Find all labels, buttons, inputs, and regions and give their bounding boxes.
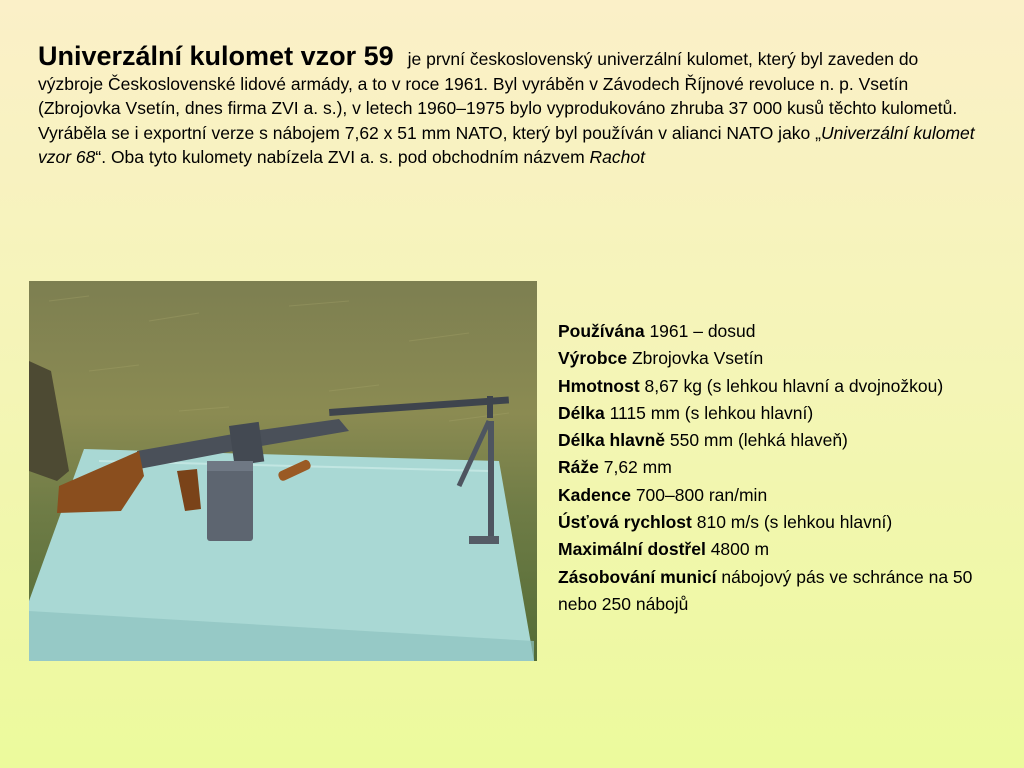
- intro-paragraph: [38, 41, 988, 170]
- spec-row: [558, 345, 1008, 372]
- spec-value: 810 m/s (s lehkou hlavní): [696, 512, 893, 533]
- spec-row: [558, 536, 1008, 563]
- spec-value: 1961 – dosud: [649, 321, 756, 341]
- spec-value: 1115 mm (s lehkou hlavní): [609, 402, 814, 423]
- spec-label: Délka: [558, 402, 605, 423]
- spec-value: nábojový pás ve schránce na 50 nebo 250 nábojů: [558, 566, 973, 614]
- spec-value: 700–800 ran/min: [635, 484, 768, 505]
- spec-label: Délka hlavně: [558, 430, 665, 451]
- spec-value: Zbrojovka Vsetín: [631, 348, 764, 369]
- spec-label: Ráže: [558, 457, 599, 478]
- spec-row: [558, 373, 1008, 400]
- machine-gun-illustration: [29, 281, 537, 661]
- spec-label: Výrobce: [558, 348, 628, 369]
- intro-text: je první československý univerzální kulomet, který byl zaveden do výzbroje Československé lidové armády, a to v roce 1961. Byl vyráběn v Závodech Říjnové revoluce n. p. Vsetín (Zbrojovka Vsetín, dnes firma ZVI a. s.), v letech 1960–1975 bylo vyprodukováno zhruba 37 000 kusů těchto kulometů. Vyráběla se i exportní verze s nábojem 7,62 x 51 mm NATO, který byl používán v alianci NATO jako „: [38, 49, 958, 143]
- spec-row: [558, 564, 1008, 619]
- spec-label: Úsťová rychlost: [558, 512, 692, 533]
- page-title: Univerzální kulomet vzor 59: [38, 41, 394, 71]
- spec-value: 4800 m: [710, 539, 770, 560]
- intro-text-continued: “. Oba tyto kulomety nabízela ZVI a. s. pod obchodním názvem: [95, 147, 590, 167]
- specs-list: [558, 318, 1008, 618]
- machine-gun-photo: [29, 281, 537, 661]
- spec-label: Používána: [558, 321, 645, 341]
- spec-row: [558, 400, 1008, 427]
- spec-value: 7,62 mm: [603, 457, 672, 478]
- intro-italic-model: Univerzální kulomet vzor 68: [38, 122, 975, 167]
- intro-italic-brand: Rachot: [589, 147, 645, 167]
- spec-value: 550 mm (lehká hlaveň): [669, 430, 848, 451]
- spec-row: [558, 427, 1008, 454]
- spec-label: Hmotnost: [558, 375, 640, 396]
- spec-row: [558, 454, 1008, 481]
- spec-row: [558, 482, 1008, 509]
- spec-label: Zásobování municí: [558, 566, 717, 587]
- spec-row: [558, 318, 1008, 345]
- spec-value: 8,67 kg (s lehkou hlavní a dvojnožkou): [644, 375, 944, 396]
- spec-row: [558, 509, 1008, 536]
- spec-label: Kadence: [558, 484, 631, 505]
- spec-label: Maximální dostřel: [558, 539, 706, 560]
